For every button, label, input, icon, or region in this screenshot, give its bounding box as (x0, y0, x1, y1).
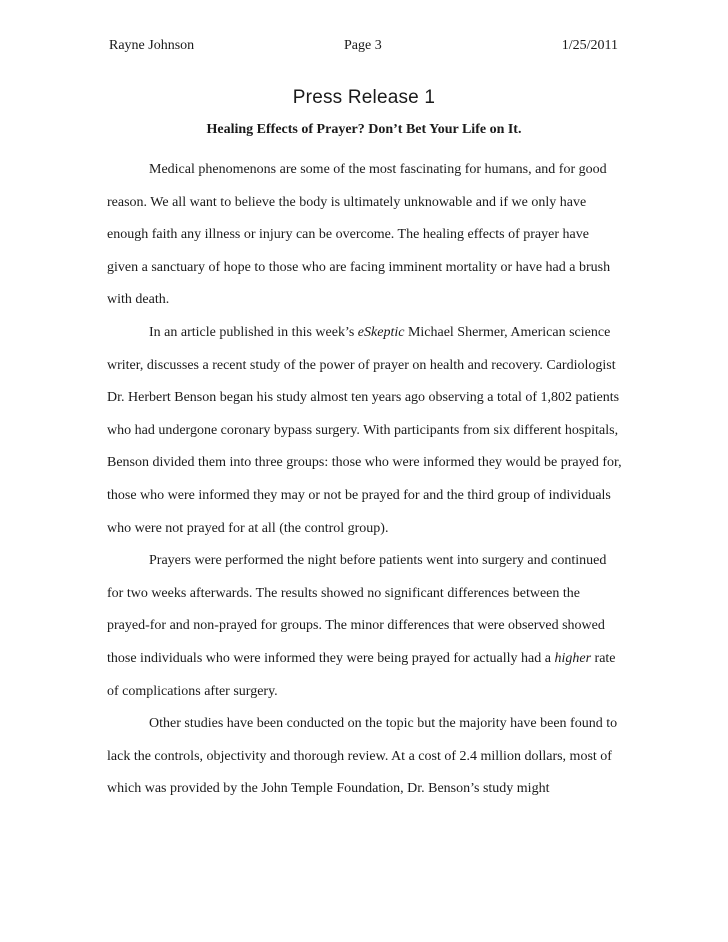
document-title: Press Release 1 (292, 87, 436, 108)
paragraph-text: Medical phenomenons are some of the most fascinating for humans, and for good reason. We all want to believe the body is ultimately unknowable and if we only have enough faith any illness or injury can be overcome. The healing effects of prayer have given a sanctuary of hope to those who are facing imminent mortality or have had a brush with death. (107, 162, 611, 308)
italic-text: higher (554, 650, 592, 666)
paragraph-text: rate of complications after surgery. (107, 650, 616, 699)
body-paragraph (107, 317, 623, 545)
paragraph-text: Other studies have been conducted on the topic but the majority have been found to lack the controls, objectivity and thorough review. At a cost of 2.4 million dollars, most of which was provided by the John Temple Foundation, Dr. Benson’s study might (107, 716, 618, 797)
header-author: Rayne Johnson (109, 38, 195, 53)
header-date: 1/25/2011 (561, 38, 618, 53)
document-body (107, 154, 623, 806)
document-subtitle: Healing Effects of Prayer? Don’t Bet Your Life on It. (206, 122, 522, 137)
paragraph-text: In an article published in this week’s (149, 324, 358, 340)
header-page-number: Page 3 (344, 38, 382, 53)
page-header (109, 38, 618, 58)
body-paragraph (107, 708, 623, 806)
body-paragraph (107, 154, 623, 317)
paragraph-text: Prayers were performed the night before patients went into surgery and continued for two weeks afterwards. The results showed no significant differences between the prayed-for and non-prayed for groups. The minor differences that were observed showed those individuals who were informed they were being prayed for actually had a (107, 553, 607, 666)
paragraph-text: Michael Shermer, American science writer, discusses a recent study of the power of prayer on health and recovery. Cardiologist Dr. Herbert Benson began his study almost ten years ago observing a total of 1,802 patients who had undergone coronary bypass surgery. With participants from six different hospitals, Benson divided them into three groups: those who were informed they would be prayed for, those who were informed they may or not be prayed for and the third group of individuals who were not prayed for at all (the control group). (107, 324, 622, 536)
body-paragraph (107, 545, 623, 708)
italic-text: eSkeptic (357, 324, 405, 340)
